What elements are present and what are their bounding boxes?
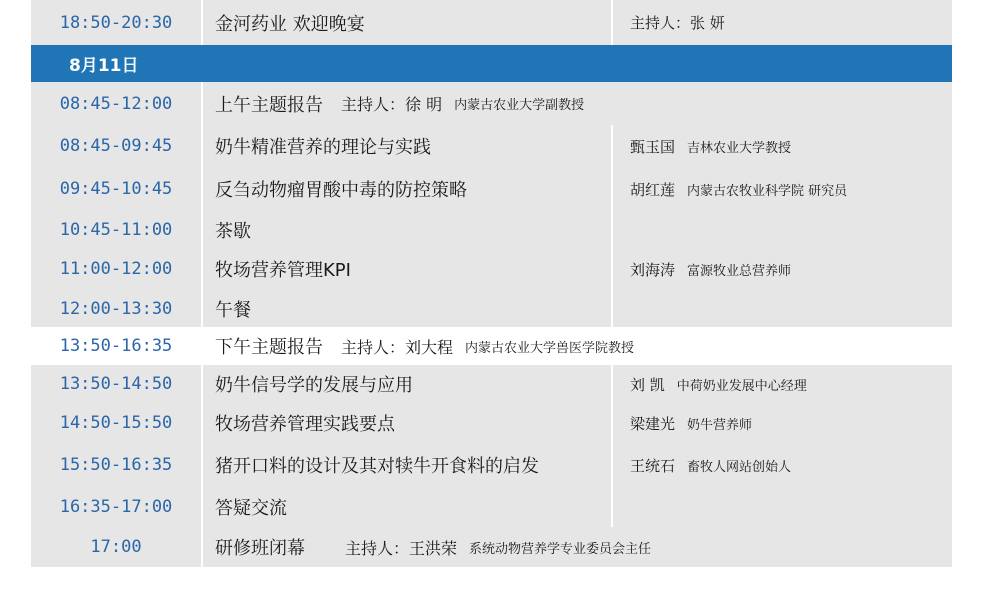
host-label: 主持人：王洪荣 bbox=[345, 538, 458, 558]
topic-title: 上午主题报告 bbox=[215, 94, 323, 116]
speaker-cell: 主持人：张 妍 bbox=[630, 14, 725, 32]
speaker-cell bbox=[613, 290, 952, 327]
time-cell: 14:50-15:50 bbox=[59, 413, 173, 433]
schedule-row bbox=[31, 487, 952, 527]
host-detail: 内蒙古农业大学副教授 bbox=[454, 98, 585, 113]
day-header bbox=[31, 45, 952, 82]
topic-cell: 答疑交流 bbox=[215, 498, 287, 519]
schedule-row bbox=[31, 82, 952, 125]
host-label: 主持人：徐 明 bbox=[341, 95, 443, 114]
speaker-name: 甄玉国 bbox=[630, 137, 676, 156]
topic-cell: 奶牛精准营养的理论与实践 bbox=[215, 137, 431, 158]
speaker-detail: 奶牛营养师 bbox=[687, 417, 753, 433]
topic-cell: 牧场营养管理实践要点 bbox=[215, 414, 395, 435]
schedule-row-banquet bbox=[31, 0, 952, 45]
speaker-cell bbox=[613, 487, 952, 527]
speaker-cell bbox=[613, 211, 952, 248]
topic-cell: 茶歇 bbox=[215, 220, 251, 242]
time-cell: 08:45-12:00 bbox=[59, 93, 173, 114]
day-header-label: 8月11日 bbox=[69, 56, 139, 76]
time-cell: 17:00 bbox=[90, 537, 142, 557]
speaker-name: 刘 凯 bbox=[630, 375, 665, 394]
speaker-cell bbox=[613, 403, 952, 443]
schedule-row bbox=[31, 290, 952, 327]
time-cell: 15:50-16:35 bbox=[59, 455, 173, 475]
speaker-cell bbox=[613, 248, 952, 290]
speaker-cell bbox=[613, 443, 952, 487]
topic-cell: 反刍动物瘤胃酸中毒的防控策略 bbox=[215, 180, 467, 201]
speaker-detail: 内蒙古农牧业科学院 研究员 bbox=[687, 183, 848, 199]
topic-cell: 奶牛信号学的发展与应用 bbox=[215, 375, 413, 396]
topic-cell: 牧场营养管理KPI bbox=[215, 260, 351, 281]
speaker-name: 王统石 bbox=[630, 456, 676, 475]
schedule-row bbox=[31, 527, 952, 567]
topic-cell bbox=[203, 82, 952, 125]
topic-title: 研修班闭幕 bbox=[215, 538, 305, 559]
speaker-name: 胡红莲 bbox=[630, 180, 676, 199]
speaker-name: 梁建光 bbox=[630, 414, 676, 433]
schedule-row bbox=[31, 443, 952, 487]
time-cell: 16:35-17:00 bbox=[59, 497, 173, 517]
schedule-table bbox=[31, 0, 952, 567]
speaker-name: 刘海涛 bbox=[630, 260, 676, 279]
speaker-detail: 畜牧人网站创始人 bbox=[687, 459, 792, 475]
topic-cell bbox=[203, 327, 952, 365]
topic-cell: 猪开口料的设计及其对犊牛开食料的启发 bbox=[215, 456, 539, 477]
schedule-row bbox=[31, 327, 952, 365]
topic-cell: 午餐 bbox=[215, 299, 251, 321]
time-cell: 09:45-10:45 bbox=[59, 179, 173, 199]
schedule-row bbox=[31, 167, 952, 211]
time-cell: 13:50-16:35 bbox=[59, 336, 173, 356]
schedule-row bbox=[31, 365, 952, 403]
speaker-cell bbox=[613, 167, 952, 211]
speaker-detail: 富源牧业总营养师 bbox=[687, 263, 792, 279]
host-detail: 系统动物营养学专业委员会主任 bbox=[469, 541, 652, 557]
topic-cell bbox=[203, 527, 952, 567]
time-cell: 08:45-09:45 bbox=[59, 136, 173, 156]
host-label: 主持人：刘大程 bbox=[341, 337, 454, 357]
time-cell: 12:00-13:30 bbox=[59, 298, 173, 319]
topic-cell: 金河药业 欢迎晚宴 bbox=[215, 13, 365, 35]
host-detail: 内蒙古农业大学兽医学院教授 bbox=[465, 340, 635, 356]
schedule-row bbox=[31, 403, 952, 443]
topic-title: 下午主题报告 bbox=[215, 337, 323, 358]
speaker-detail: 吉林农业大学教授 bbox=[687, 140, 792, 156]
speaker-cell bbox=[613, 365, 952, 403]
time-cell: 11:00-12:00 bbox=[59, 259, 173, 279]
speaker-cell bbox=[613, 125, 952, 167]
schedule-row bbox=[31, 211, 952, 248]
time-cell: 18:50-20:30 bbox=[59, 12, 173, 33]
time-cell: 13:50-14:50 bbox=[59, 374, 173, 394]
schedule-row bbox=[31, 125, 952, 167]
time-cell: 10:45-11:00 bbox=[59, 219, 173, 240]
speaker-detail: 中荷奶业发展中心经理 bbox=[676, 378, 807, 394]
schedule-row bbox=[31, 248, 952, 290]
